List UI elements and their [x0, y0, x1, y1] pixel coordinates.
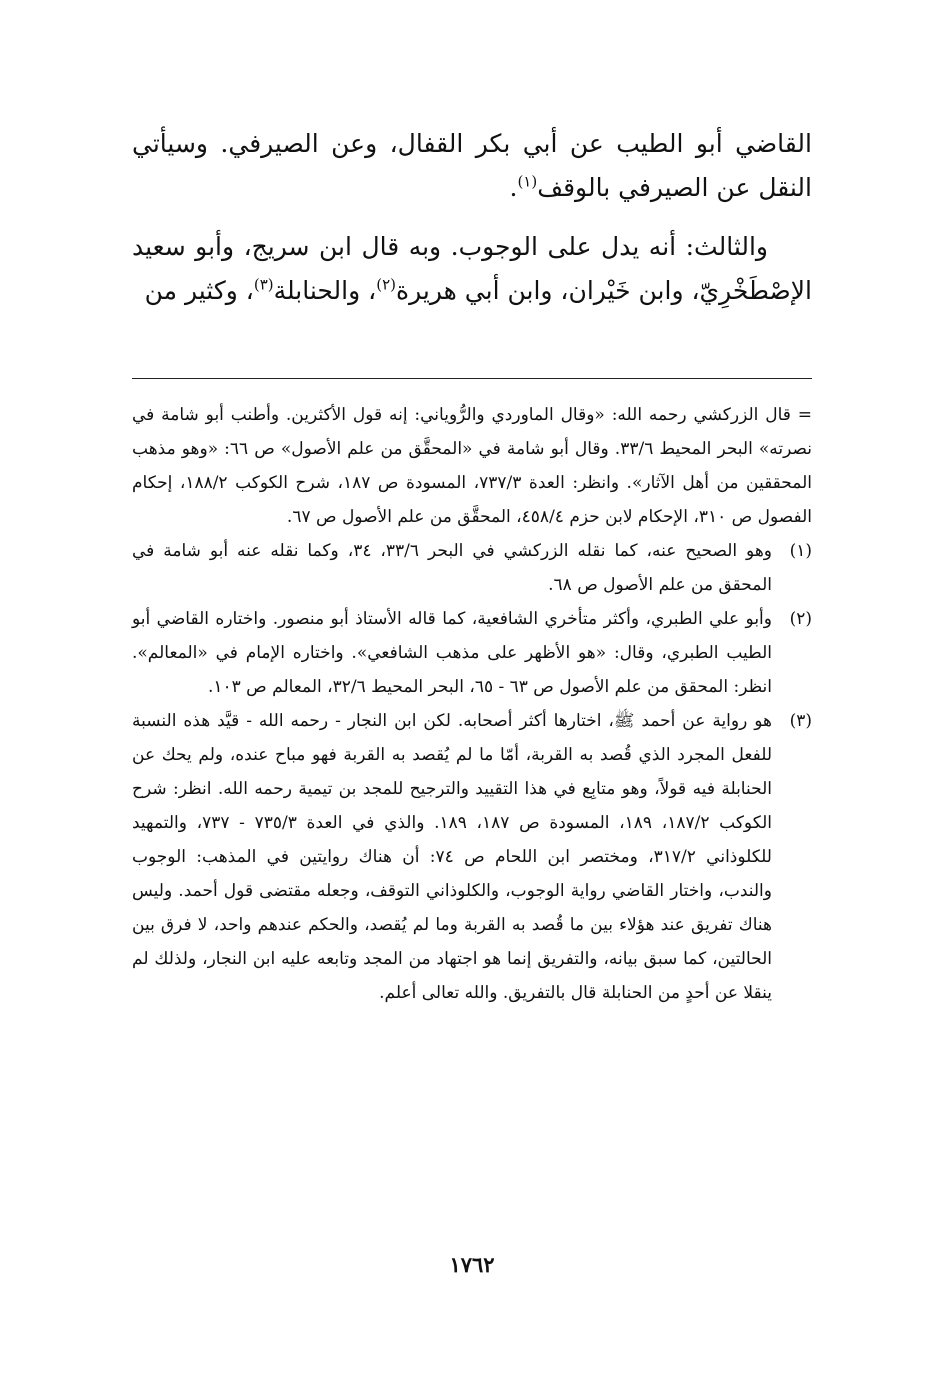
footnote-text: وهو الصحيح عنه، كما نقله الزركشي في البحر ٣٣/٦، ٣٤، وكما نقله عنه أبو شامة في المحقق من علم الأصول ص ٦٨. [132, 541, 773, 595]
main-paragraph-2-text-c: ، وكثير من [144, 276, 254, 305]
footnote-number: (٢) [789, 609, 812, 629]
footnote-text: وأبو علي الطبري، وأكثر متأخري الشافعية، كما قاله الأستاذ أبو منصور. واختاره القاضي أبو الطيب الطبري، وقال: «هو الأظهر على مذهب الشافعي». واختاره الإمام في «المعالم». انظر: المحقق من علم الأصول ص ٦٣ - ٦٥، البحر المحيط ٣٢/٦، المعالم ص ١٠٣. [132, 609, 772, 697]
footnote-item-2 [132, 602, 812, 704]
footnote-ref-2: (٢) [376, 275, 396, 294]
footnote-number: (١) [789, 541, 812, 561]
main-paragraph-1-end: . [509, 173, 518, 202]
footnote-ref-1: (١) [517, 172, 538, 191]
footnote-number: (٣) [789, 711, 812, 731]
main-paragraph-1 [132, 122, 812, 210]
footnote-divider [132, 378, 812, 379]
main-paragraph-2-text-b: ، والحنابلة [273, 276, 377, 305]
footnote-ref-3: (٣) [253, 275, 274, 294]
footnotes [132, 398, 812, 1010]
page-number: ١٧٦٢ [449, 1252, 495, 1277]
main-paragraph-2-text-a: والثالث: أنه يدل على الوجوب. وبه قال ابن سريج، وأبو سعيد الإصْطَخْرِيّ، وابن خَيْران، وابن أبي هريرة [132, 232, 812, 305]
main-paragraph-1-text: القاضي أبو الطيب عن أبي بكر القفال، وعن الصيرفي. وسيأتي النقل عن الصيرفي بالوقف [132, 129, 812, 202]
footnote-item-3 [132, 704, 812, 1010]
main-paragraph-2 [132, 225, 812, 313]
footnote-continuation: = قال الزركشي رحمه الله: «وقال الماوردي والرُّوياني: إنه قول الأكثرين. وأطنب أبو شامة في نصرته» البحر المحيط ٣٣/٦. وقال أبو شامة في «المحقَّق من علم الأصول» ص ٦٦: «وهو مذهب المحققين من أهل الآثار». وانظر: العدة ٧٣٧/٣، المسودة ص ١٨٧، شرح الكوكب ١٨٨/٢، إحكام الفصول ص ٣١٠، الإحكام لابن حزم ٤٥٨/٤، المحقَّق من علم الأصول ص ٦٧. [132, 405, 812, 527]
footnote-text: هو رواية عن أحمد ﷺ، اختارها أكثر أصحابه. لكن ابن النجار - رحمه الله - قيَّد هذه النسبة للفعل المجرد الذي قُصد به القربة، أمّا ما لم يُقصد به القربة فهو مباح عنده، ولم يحك عن الحنابلة فيه قولاً، وهو متابِع في هذا التقييد والترجيح للمجد بن تيمية رحمه الله. انظر: شرح الكوكب ١٨٧/٢، ١٨٩، المسودة ص ١٨٧، ١٨٩. والذي في العدة ٧٣٥/٣ - ٧٣٧، والتمهيد للكلوذاني ٣١٧/٢، ومختصر ابن اللحام ص ٧٤: أن هناك روايتين في المذهب: الوجوب والندب، واختار القاضي رواية الوجوب، والكلوذاني التوقف، وجعله مقتضى قول أحمد. وليس هناك تفريق عند هؤلاء بين ما قُصد به القربة وما لم يُقصد، والحكم عندهم واحد، لا فرق بين الحالتين، كما سبق بيانه، والتفريق إنما هو اجتهاد من المجد وتابعه عليه ابن النجار، ولذلك لم ينقلا عن أحدٍ من الحنابلة قال بالتفريق. والله تعالى أعلم. [132, 711, 772, 1003]
footnote-item-1 [132, 534, 812, 602]
main-text [132, 122, 812, 328]
